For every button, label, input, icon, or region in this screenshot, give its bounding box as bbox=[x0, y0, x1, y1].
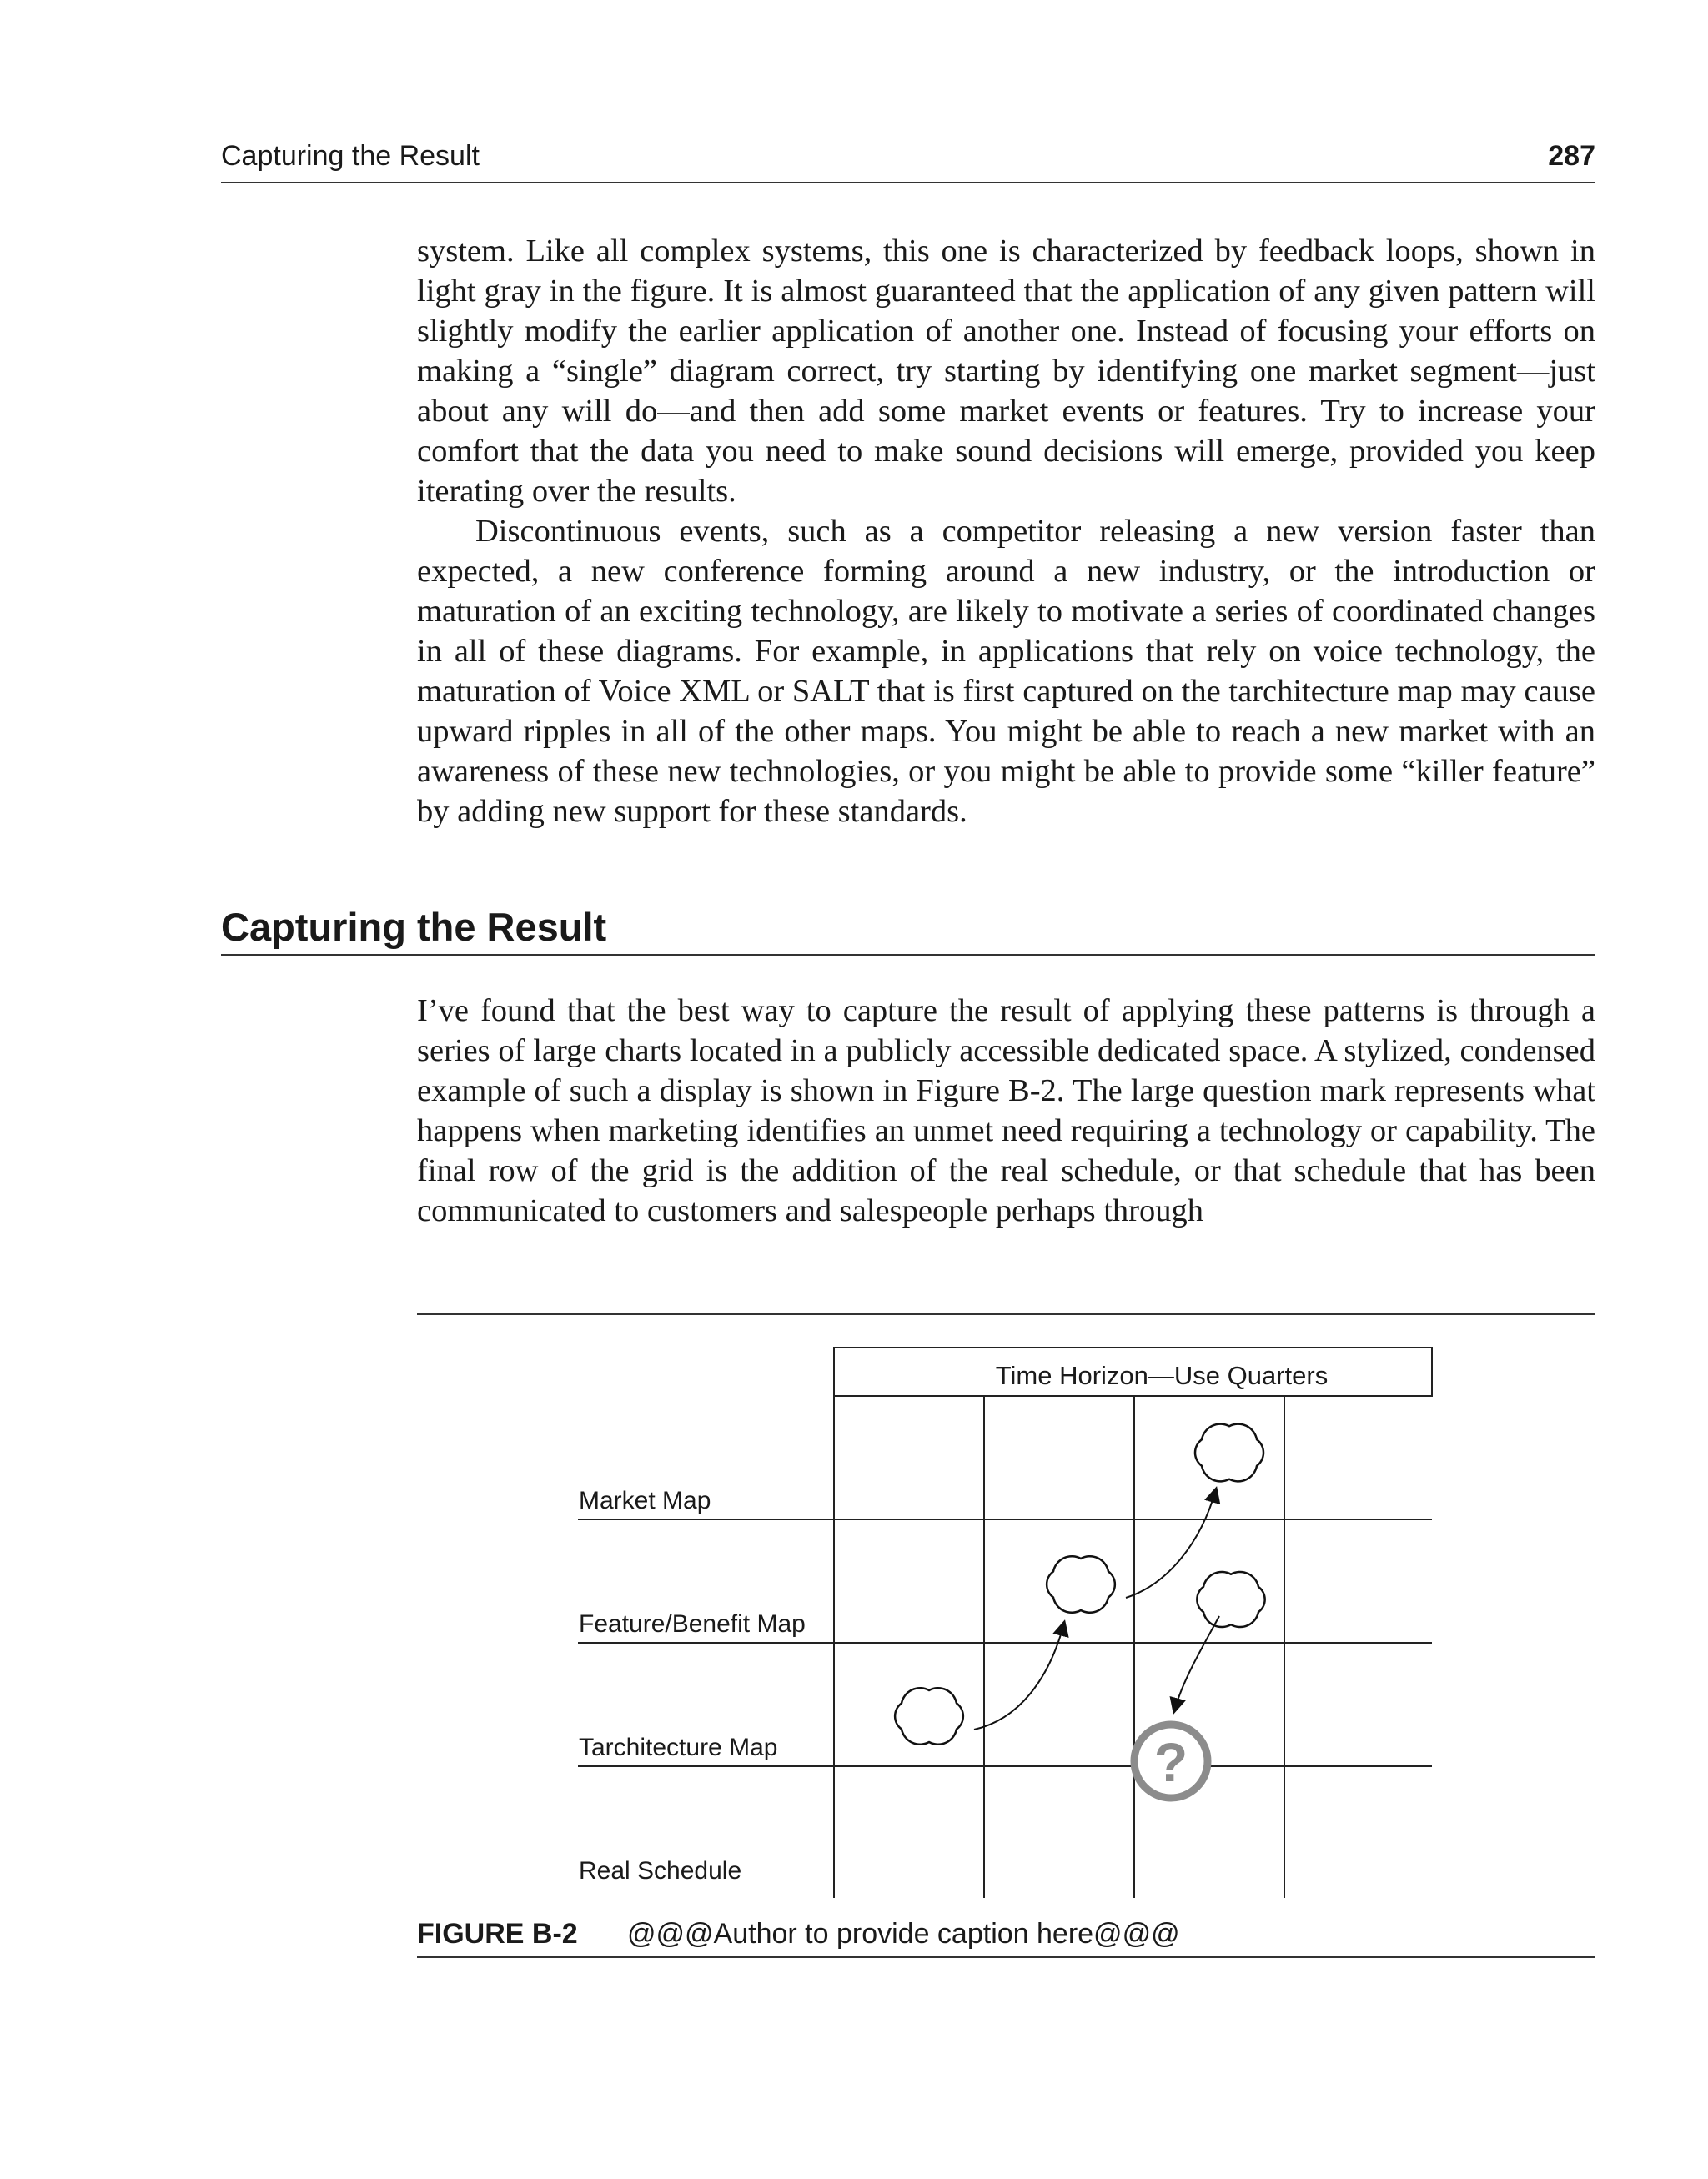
paragraph-2: Discontinuous events, such as a competitor releasing a new version faster than expected, a new conference forming around a new industry, or the introduction or maturation of an exciting technology, are likely to motivate a series of coordinated changes in all of these diagrams. For example, in applications that rely on voice technology, the maturation of Voice XML or SALT that is first captured on the tarchitecture map may cause upward ripples in all of the other maps. You might be able to reach a new market with an awareness of these new technologies, or you might be able to provide some “killer feature” by adding new support for these standards. bbox=[417, 514, 1595, 829]
figure-caption-label: FIGURE B-2 bbox=[417, 1918, 578, 1950]
time-horizon-label: Time Horizon—Use Quarters bbox=[995, 1361, 1329, 1390]
cloud-group bbox=[895, 1424, 1265, 1745]
running-title: Capturing the Result bbox=[221, 140, 480, 172]
section-heading-text: Capturing the Result bbox=[221, 905, 607, 949]
cloud-feature-benefit-2 bbox=[1197, 1572, 1264, 1627]
figure-caption bbox=[417, 1915, 1595, 1958]
cloud-tarchitecture-map bbox=[895, 1688, 963, 1745]
arrow-feature-to-market bbox=[1126, 1489, 1216, 1598]
row-label-market-map: Market Map bbox=[579, 1487, 711, 1514]
row-label-tarchitecture-map: Tarchitecture Map bbox=[579, 1734, 778, 1761]
question-mark-icon: ? bbox=[1153, 1731, 1188, 1793]
cloud-feature-benefit-1 bbox=[1047, 1556, 1115, 1613]
figure-caption-text: @@@Author to provide caption here@@@ bbox=[627, 1918, 1180, 1950]
row-label-real-schedule: Real Schedule bbox=[579, 1857, 742, 1885]
cloud-market-map bbox=[1195, 1424, 1263, 1482]
paragraph-1: system. Like all complex systems, this one is characterized by feedback loops, shown in light gray in the figure. It is almost guaranteed that the application of any given pattern will slightly modify the earlier application of another one. Instead of focusing your efforts on making a “single” diagram correct, try starting by identifying one market segment—just about any will do—and then add some market events or features. Try to increase your comfort that the data you need to make sound decisions will emerge, provided you keep iterating over the results. bbox=[417, 233, 1595, 509]
arrow-feature-to-question bbox=[1174, 1616, 1219, 1711]
page-number: 287 bbox=[1548, 140, 1595, 172]
arrow-tarchitecture-to-feature bbox=[974, 1623, 1064, 1730]
row-label-feature-benefit-map: Feature/Benefit Map bbox=[579, 1610, 806, 1638]
section-paragraph: I’ve found that the best way to capture the result of applying these patterns is through a series of large charts located in a publicly accessible dedicated space. A stylized, condensed example of such a display is shown in Figure B-2. The large question mark represents what happens when marketing identifies an unmet need requiring a technology or capability. The final row of the grid is the addition of the real schedule, or that schedule that has been communicated to customers and salespeople perhaps through bbox=[417, 993, 1595, 1228]
